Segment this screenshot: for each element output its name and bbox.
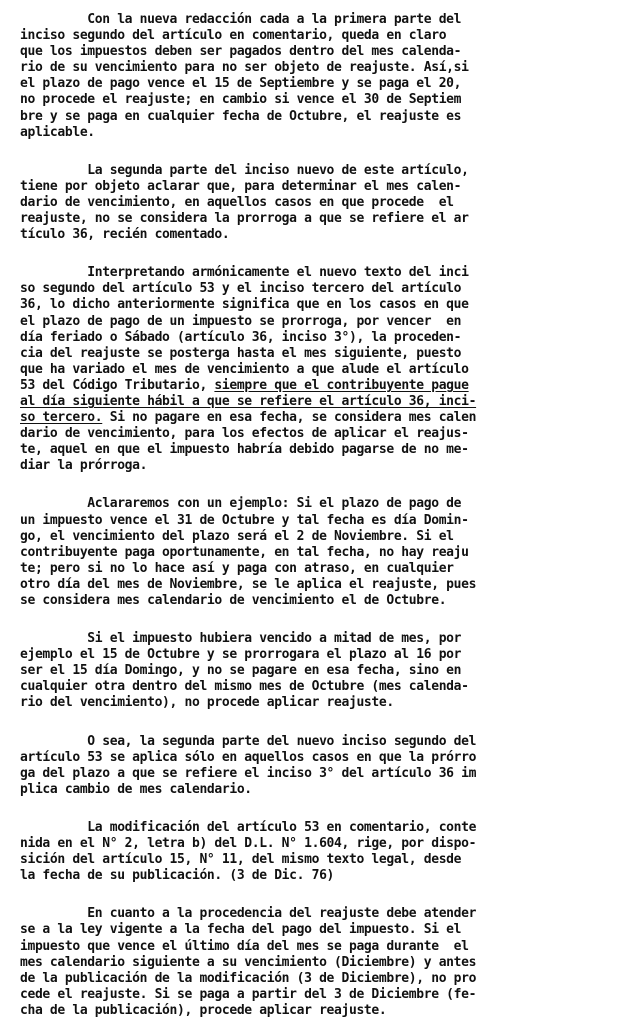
text-line: Aclararemos con un ejemplo: Si el plazo de pago de [20, 496, 462, 512]
text-line: plica cambio de mes calendario. [20, 781, 252, 797]
text-line: día feriado o Sábado (artículo 36, inciso 3°), la proceden- [20, 329, 462, 345]
paragraph-6 [20, 734, 616, 798]
text-line: cede el reajuste. Si se paga a partir del 3 de Diciembre (fe- [20, 986, 477, 1002]
text-line: tiene por objeto aclarar que, para determinar el mes calen- [20, 178, 462, 194]
text-line: te; pero si no lo hace así y paga con atraso, en cualquier [20, 560, 454, 576]
text-line: que los impuestos deben ser pagados dentro del mes calenda- [20, 44, 462, 60]
text-line: rio del vencimiento), no procede aplicar reajuste. [20, 695, 394, 711]
text-line: La segunda parte del inciso nuevo de este artículo, [20, 162, 469, 178]
text-line: el plazo de pago vence el 15 de Septiembre y se paga el 20, [20, 76, 462, 92]
paragraph-5 [20, 631, 616, 711]
paragraph-3 [20, 265, 616, 474]
text-line: cha de la publicación), procede aplicar reajuste. [20, 1002, 387, 1018]
text-line: cia del reajuste se posterga hasta el mes siguiente, puesto [20, 345, 462, 361]
text-line: que ha variado el mes de vencimiento a que alude el artículo [20, 361, 469, 377]
text-line: 36, lo dicho anteriormente significa que en los casos en que [20, 297, 469, 313]
text-line: la fecha de su publicación. (3 de Dic. 76) [20, 868, 335, 884]
paragraph-4 [20, 496, 616, 609]
text-line: el plazo de pago de un impuesto se prorroga, por vencer en [20, 313, 462, 329]
text-line: se a la ley vigente a la fecha del pago del impuesto. Si el [20, 922, 462, 938]
text-line: so segundo del artículo 53 y el inciso tercero del artículo [20, 281, 462, 297]
text-line: inciso segundo del artículo en comentario, queda en claro [20, 28, 447, 44]
text-line: Interpretando armónicamente el nuevo texto del inci [20, 265, 469, 281]
text-line: ser el 15 día Domingo, y no se pagare en esa fecha, sino en [20, 663, 462, 679]
text-line: un impuesto vence el 31 de Octubre y tal fecha es día Domin- [20, 512, 469, 528]
text-line: reajuste, no se considera la prorroga a que se refiere el ar [20, 211, 469, 227]
text-line: artículo 53 se aplica sólo en aquellos casos en que la prórro [20, 749, 477, 765]
text-line: rio de su vencimiento para no ser objeto de reajuste. Así,si [20, 60, 469, 76]
underlined-text: siempre que el contribuyente pague [214, 377, 469, 393]
underlined-text: al día siguiente hábil a que se refiere el artículo 36, inci- [20, 393, 477, 409]
text-line: ejemplo el 15 de Octubre y se prorrogara el plazo al 16 por [20, 647, 462, 663]
text-line: so tercero. Si no pagare en esa fecha, se considera mes calen [20, 410, 477, 426]
paragraph-2 [20, 163, 616, 243]
text-line: cualquier otra dentro del mismo mes de Octubre (mes calenda- [20, 679, 469, 695]
text-line: impuesto que vence el último día del mes se paga durante el [20, 938, 469, 954]
text-line: contribuyente paga oportunamente, en tal fecha, no hay reaju [20, 544, 469, 560]
text-line: sición del artículo 15, N° 11, del mismo texto legal, desde [20, 852, 462, 868]
text-line: bre y se paga en cualquier fecha de Octubre, el reajuste es [20, 108, 462, 124]
paragraph-1 [20, 12, 616, 141]
text-line: mes calendario siguiente a su vencimiento (Diciembre) y antes [20, 954, 477, 970]
text-line: go, el vencimiento del plazo será el 2 de Noviembre. Si el [20, 528, 454, 544]
text-line: dario de vencimiento, para los efectos de aplicar el reajus- [20, 426, 469, 442]
text-line: En cuanto a la procedencia del reajuste debe atender [20, 906, 477, 922]
text-line: diar la prórroga. [20, 458, 148, 474]
text-line: se considera mes calendario de vencimiento el de Octubre. [20, 593, 447, 608]
text-line: O sea, la segunda parte del nuevo inciso segundo del [20, 733, 477, 749]
text-line: te, aquel en que el impuesto habría debido pagarse de no me- [20, 442, 469, 458]
text-line: tículo 36, recién comentado. [20, 227, 230, 243]
paragraph-7 [20, 820, 616, 884]
text-line: Si el impuesto hubiera vencido a mitad de mes, por [20, 631, 462, 647]
text-line: no procede el reajuste; en cambio si vence el 30 de Septiem [20, 92, 462, 108]
text-line: nida en el N° 2, letra b) del D.L. N° 1.604, rige, por dispo- [20, 836, 477, 852]
paragraph-8 [20, 906, 616, 1019]
text-line [20, 394, 616, 410]
text-line: La modificación del artículo 53 en comentario, conte [20, 819, 477, 835]
text-line: 53 del Código Tributario, siempre que el contribuyente pague [20, 377, 469, 393]
underlined-text: so tercero. [20, 410, 103, 426]
text-line: aplicable. [20, 124, 95, 140]
text-line: de la publicación de la modificación (3 de Diciembre), no pro [20, 970, 477, 986]
text-line: ga del plazo a que se refiere el inciso 3° del artículo 36 im [20, 765, 477, 781]
text-line: otro día del mes de Noviembre, se le aplica el reajuste, pues [20, 576, 477, 592]
text-line: dario de vencimiento, en aquellos casos en que procede el [20, 194, 454, 210]
text-line: Con la nueva redacción cada a la primera parte del [20, 12, 462, 27]
